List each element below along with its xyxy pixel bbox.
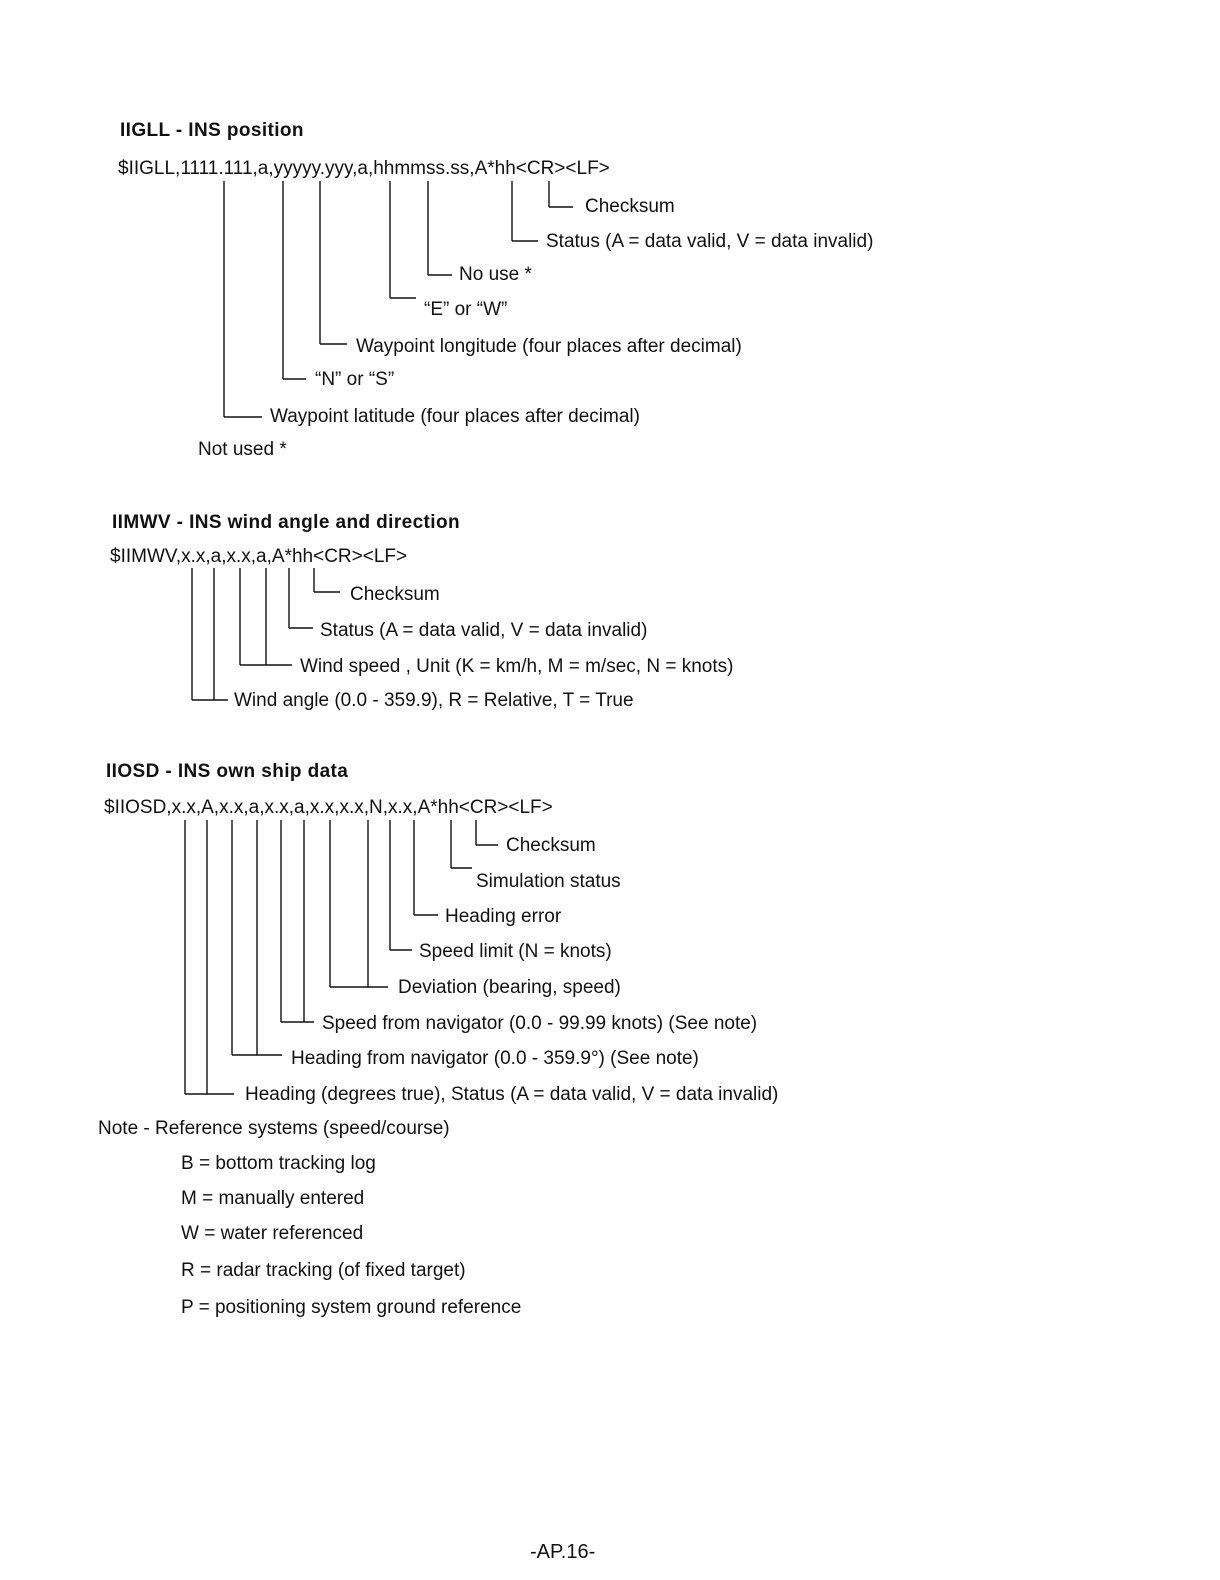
gll-ns-label: “N” or “S”	[315, 369, 395, 390]
mwv-checksum-label: Checksum	[350, 584, 440, 605]
gll-checksum-label: Checksum	[585, 196, 675, 217]
mwv-wind-speed-label: Wind speed , Unit (K = km/h, M = m/sec, N = knots)	[300, 656, 734, 677]
note-item: R = radar tracking (of fixed target)	[181, 1260, 466, 1281]
osd-deviation-label: Deviation (bearing, speed)	[398, 977, 621, 998]
osd-heading: IIOSD - INS own ship data	[106, 761, 349, 782]
note-item: P = positioning system ground reference	[181, 1297, 522, 1318]
gll-status-label: Status (A = data valid, V = data invalid)	[546, 231, 874, 252]
page-number: -AP.16-	[530, 1541, 596, 1563]
osd-sentence: $IIOSD,x.x,A,x.x,a,x.x,a,x.x,x.x,N,x.x,A*hh<CR><LF>	[104, 797, 553, 818]
osd-speed-from-navigator-label: Speed from navigator (0.0 - 99.99 knots) (See note)	[322, 1013, 758, 1034]
osd-heading-error-label: Heading error	[445, 906, 562, 927]
mwv-heading: IIMWV - INS wind angle and direction	[112, 512, 460, 533]
gll-no-use-label: No use *	[459, 264, 532, 285]
gll-not-used-label: Not used *	[198, 439, 287, 460]
osd-heading-status-label: Heading (degrees true), Status (A = data valid, V = data invalid)	[245, 1084, 779, 1105]
osd-simulation-status-label: Simulation status	[476, 871, 621, 892]
gll-heading: IIGLL - INS position	[120, 120, 304, 141]
note-item: B = bottom tracking log	[181, 1153, 376, 1174]
note-title: Note - Reference systems (speed/course)	[98, 1118, 450, 1139]
osd-checksum-label: Checksum	[506, 835, 596, 856]
gll-waypoint-latitude-label: Waypoint latitude (four places after decimal)	[270, 406, 640, 427]
gll-waypoint-longitude-label: Waypoint longitude (four places after decimal)	[356, 336, 742, 357]
mwv-status-label: Status (A = data valid, V = data invalid)	[320, 620, 648, 641]
osd-heading-from-navigator-label: Heading from navigator (0.0 - 359.9°) (See note)	[291, 1048, 699, 1069]
gll-ew-label: “E” or “W”	[424, 299, 508, 320]
note-item: M = manually entered	[181, 1188, 365, 1209]
gll-sentence: $IIGLL,1111.111,a,yyyyy.yyy,a,hhmmss.ss,A*hh<CR><LF>	[118, 158, 610, 179]
note-item: W = water referenced	[181, 1223, 364, 1244]
osd-speed-limit-label: Speed limit (N = knots)	[419, 941, 612, 962]
mwv-sentence: $IIMWV,x.x,a,x.x,a,A*hh<CR><LF>	[110, 546, 408, 567]
mwv-wind-angle-label: Wind angle (0.0 - 359.9), R = Relative, T = True	[234, 690, 634, 711]
